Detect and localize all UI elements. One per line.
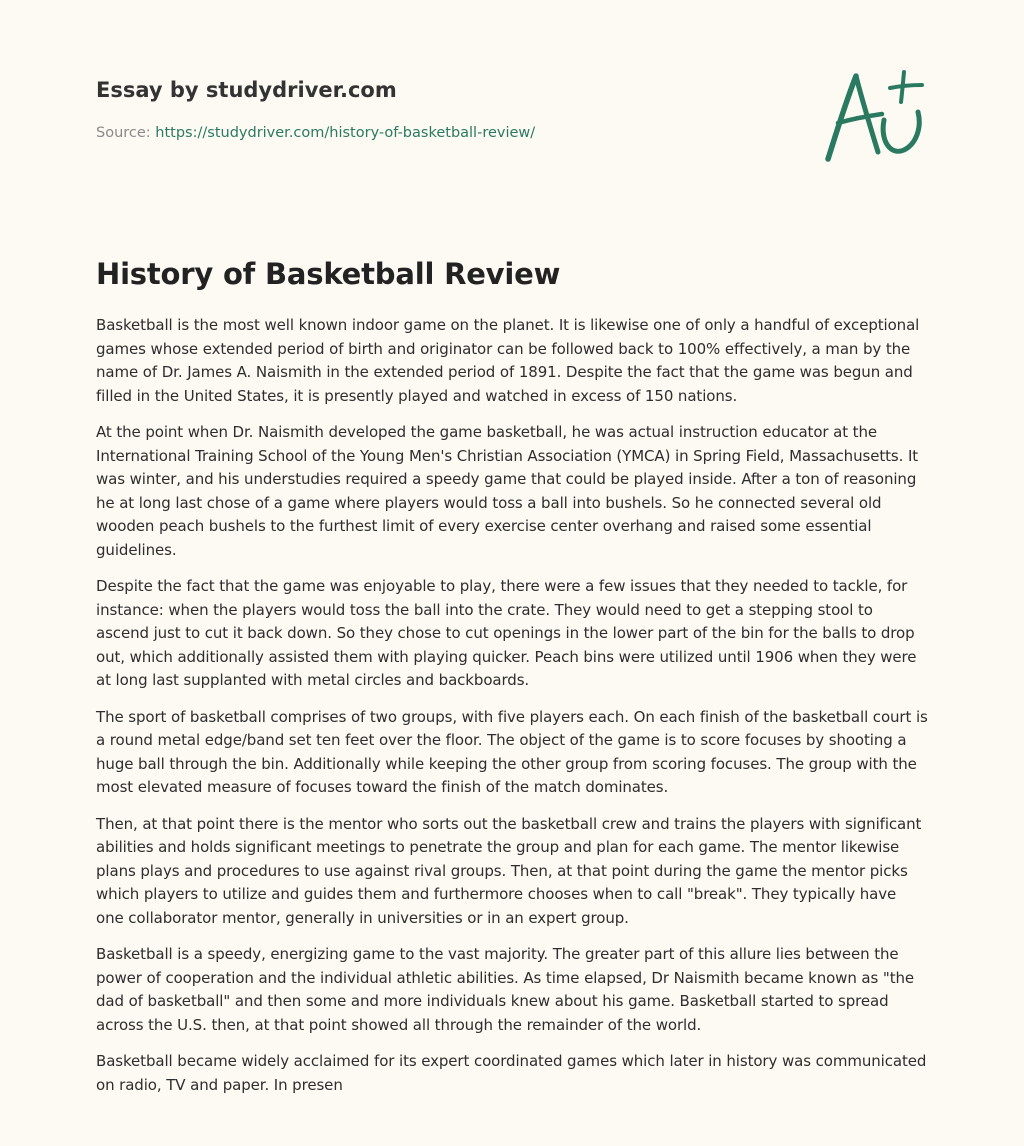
essay-header [96,74,796,144]
paragraph: Despite the fact that the game was enjoyable to play, there were a few issues that they needed to tackle, for instance: when the players would toss the ball into the crate. They would need to get a stepping stool to ascend just to cut it back down. So they chose to cut openings in the lower part of the bin for the balls to drop out, which additionally assisted them with playing quicker. Peach bins were utilized until 1906 when they were at long last supplanted with metal circles and backboards. [96,577,917,689]
paragraph: The sport of basketball comprises of two groups, with five players each. On each finish of the basketball court is a round metal edge/band set ten feet over the floor. The object of the game is to score focuses by shooting a huge ball through the bin. Additionally while keeping the other group from scoring focuses. The group with the most elevated measure of focuses toward the finish of the match dominates. [96,707,928,796]
brand-title: Essay by studydriver.com [96,78,397,102]
paragraph: Basketball is a speedy, energizing game to the vast majority. The greater part of this allure lies between the power of cooperation and the individual athletic abilities. As time elapsed, Dr Naismith became known as "the dad of basketball" and then some and more individuals knew about his game. Basketball started to spread across the U.S. then, at that point showed all through the remainder of the world. [96,945,915,1034]
article-body [96,314,928,1110]
paragraph: Basketball became widely acclaimed for its expert coordinated games which later in history was communicated on radio, TV and paper. In presen [96,1052,927,1094]
source-label: Source: [96,125,156,141]
article-title: History of Basketball Review [96,257,561,291]
paragraph: At the point when Dr. Naismith developed the game basketball, he was actual instruction educator at the International Training School of the Young Men's Christian Association (YMCA) in Spring Field, Massachusetts. It was winter, and his understudies required a speedy game that could be played inside. After a ton of reasoning he at long last chose of a game where players would toss a ball into bushels. So he connected several old wooden peach bushels to the furthest limit of every exercise center overhang and raised some essential guidelines. [96,423,919,559]
paragraph: Then, at that point there is the mentor who sorts out the basketball crew and trains the players with significant abilities and holds significant meetings to penetrate the group and plan for each game. The mentor likewise plans plays and procedures to use against rival groups. Then, at that point during the game the mentor picks which players to utilize and guides them and furthermore chooses when to call "break". They typically have one collaborator mentor, generally in universities or in an expert group. [96,814,922,927]
source-link[interactable]: https://studydriver.com/history-of-basketball-review/ [155,125,536,141]
paragraph: Basketball is the most well known indoor game on the planet. It is likewise one of only a handful of exceptional games whose extended period of birth and originator can be followed back to 100% effectively, a man by the name of Dr. James A. Naismith in the extended period of 1891. Despite the fact that the game was begun and filled in the United States, it is presently played and watched in excess of 150 nations. [96,316,920,405]
a-plus-logo-icon [818,66,928,166]
source-line [96,122,796,144]
